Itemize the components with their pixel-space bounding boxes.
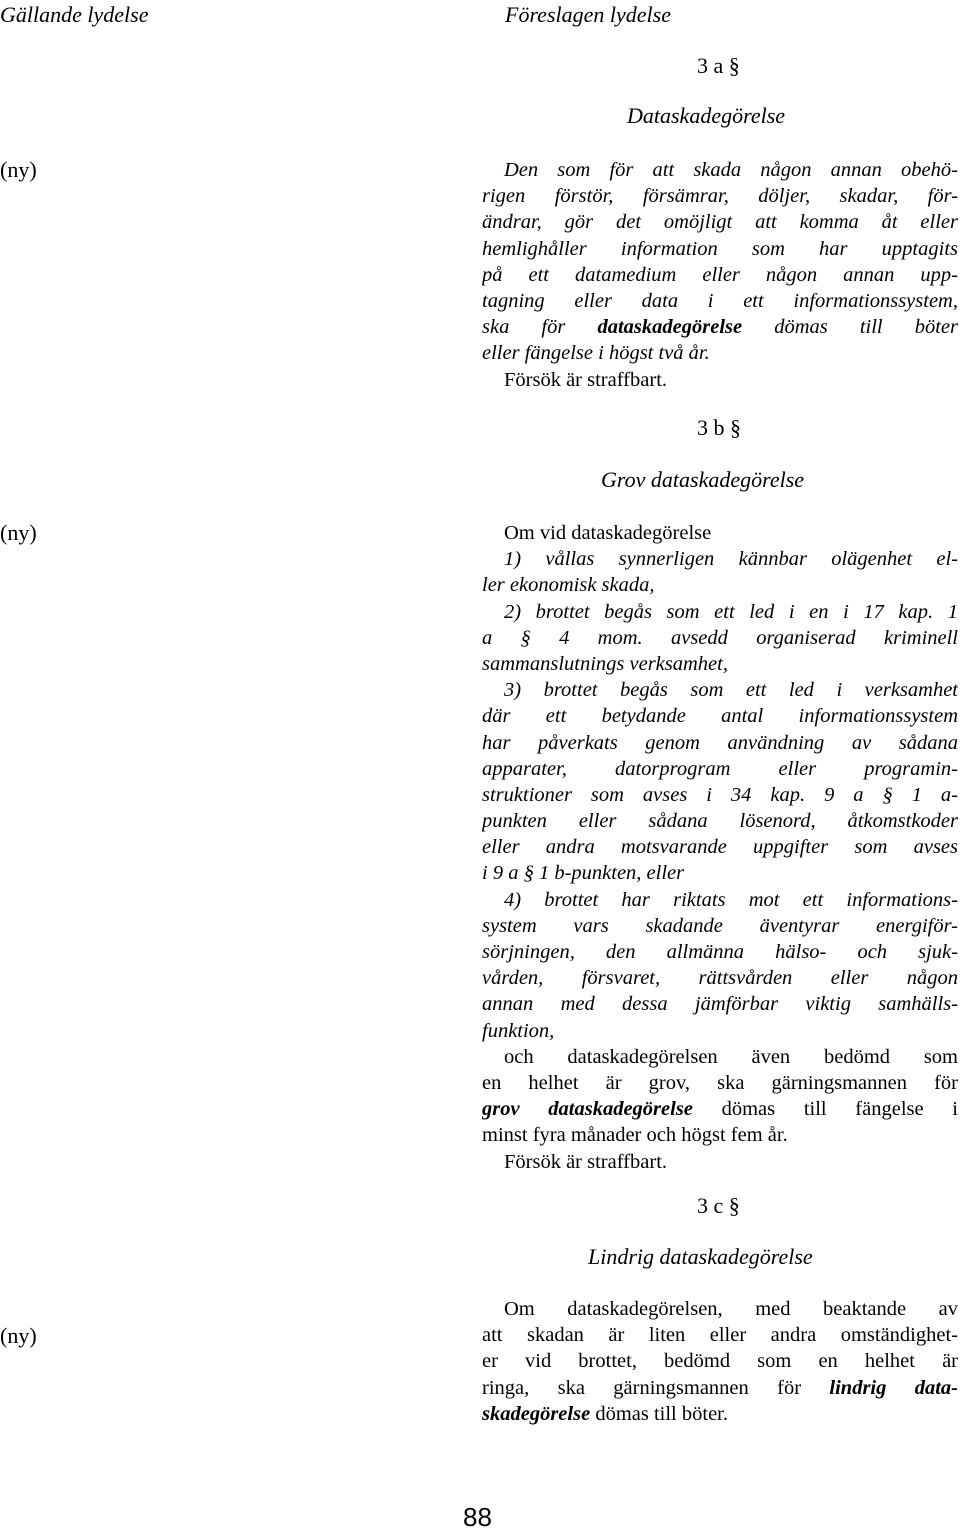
text-line: a § 4 mom. avsedd organiserad kriminell bbox=[482, 626, 958, 649]
text-line: ska för dataskadegörelse dömas till böter bbox=[482, 316, 958, 339]
section-number-3b: 3 b § bbox=[697, 415, 741, 440]
bold-term: lindrig data- bbox=[829, 1376, 958, 1399]
new-marker-3a: (ny) bbox=[0, 157, 37, 182]
text-line: struktioner som avses i 34 kap. 9 a § 1 a- bbox=[482, 783, 958, 806]
text-line: har påverkats genom användning av sådana bbox=[482, 731, 958, 754]
paragraph-3c bbox=[482, 1296, 958, 1427]
bold-term: dataskadegörelse bbox=[597, 316, 743, 339]
text-line: Den som för att skada någon annan obehö- bbox=[504, 159, 958, 181]
new-marker-3c: (ny) bbox=[0, 1323, 37, 1348]
text-line: Om vid dataskadegörelse bbox=[504, 522, 712, 544]
text-line: annan med dessa jämförbar viktig samhälls- bbox=[482, 993, 958, 1016]
text-line: Försök är straffbart. bbox=[504, 1150, 668, 1173]
text-line: 4) brottet har riktats mot ett informations- bbox=[504, 888, 958, 911]
text-line: eller fängelse i högst två år. bbox=[482, 342, 710, 365]
section-number-3a: 3 a § bbox=[697, 53, 740, 78]
paragraph-3a bbox=[482, 157, 958, 393]
column-header-current: Gällande lydelse bbox=[0, 2, 149, 27]
text-line: eller andra motsvarande uppgifter som avses bbox=[482, 836, 958, 859]
text-line: ler ekonomisk skada, bbox=[482, 574, 655, 597]
section-title-3c: Lindrig dataskadegörelse bbox=[588, 1244, 813, 1269]
bold-term: grov dataskadegörelse bbox=[482, 1098, 693, 1121]
text-line: i 9 a § 1 b-punkten, eller bbox=[482, 862, 685, 885]
new-marker-3b: (ny) bbox=[0, 520, 37, 545]
text-line: grov dataskadegörelse dömas till fängelse i bbox=[482, 1098, 958, 1121]
text-line: och dataskadegörelsen även bedömd som bbox=[504, 1045, 958, 1068]
text-line: Försök är straffbart. bbox=[504, 368, 668, 391]
text-line: 1) vållas synnerligen kännbar olägenhet el- bbox=[504, 548, 958, 571]
text-line: er vid brottet, bedömd som en helhet är bbox=[482, 1350, 958, 1373]
text-line: hemlighåller information som har upptagits bbox=[482, 237, 958, 260]
text-line: vården, försvaret, rättsvården eller någon bbox=[482, 967, 958, 990]
section-title-3a: Dataskadegörelse bbox=[627, 103, 786, 128]
text-line: att skadan är liten eller andra omständighet- bbox=[482, 1324, 958, 1347]
text-line: 2) brottet begås som ett led i en i 17 kap. 1 bbox=[504, 600, 958, 623]
text-line: en helhet är grov, ska gärningsmannen för bbox=[482, 1071, 958, 1094]
text-line: tagning eller data i ett informationssystem, bbox=[482, 289, 958, 312]
text-line: ringa, ska gärningsmannen för lindrig data- bbox=[482, 1376, 958, 1399]
text-line: där ett betydande antal informationssystem bbox=[482, 705, 958, 728]
text-line: rigen förstör, försämrar, döljer, skadar, för- bbox=[482, 185, 958, 208]
text-line: system vars skadande äventyrar energiför- bbox=[482, 914, 958, 937]
section-number-3c: 3 c § bbox=[697, 1193, 740, 1218]
text-line: på ett datamedium eller någon annan upp- bbox=[482, 263, 958, 286]
text-line: 3) brottet begås som ett led i verksamhet bbox=[504, 679, 958, 702]
text-line: Om dataskadegörelsen, med beaktande av bbox=[504, 1298, 958, 1320]
text-line: skadegörelse dömas till böter. bbox=[482, 1402, 728, 1425]
text-line: sammanslutnings verksamhet, bbox=[482, 652, 728, 675]
text-line: ändrar, gör det omöjligt att komma åt eller bbox=[482, 211, 958, 234]
text-line: punkten eller sådana lösenord, åtkomstkoder bbox=[482, 810, 958, 833]
text-line: apparater, datorprogram eller programin- bbox=[482, 757, 958, 780]
column-header-proposed: Föreslagen lydelse bbox=[505, 2, 671, 27]
section-title-3b: Grov dataskadegörelse bbox=[601, 467, 805, 492]
text-line: funktion, bbox=[482, 1019, 555, 1042]
text-line: sörjningen, den allmänna hälso- och sjuk- bbox=[482, 941, 958, 963]
page-number: 88 bbox=[463, 1502, 492, 1532]
paragraph-3b bbox=[482, 520, 958, 1175]
text-line: minst fyra månader och högst fem år. bbox=[482, 1124, 788, 1147]
bold-term: skadegörelse bbox=[482, 1402, 591, 1425]
